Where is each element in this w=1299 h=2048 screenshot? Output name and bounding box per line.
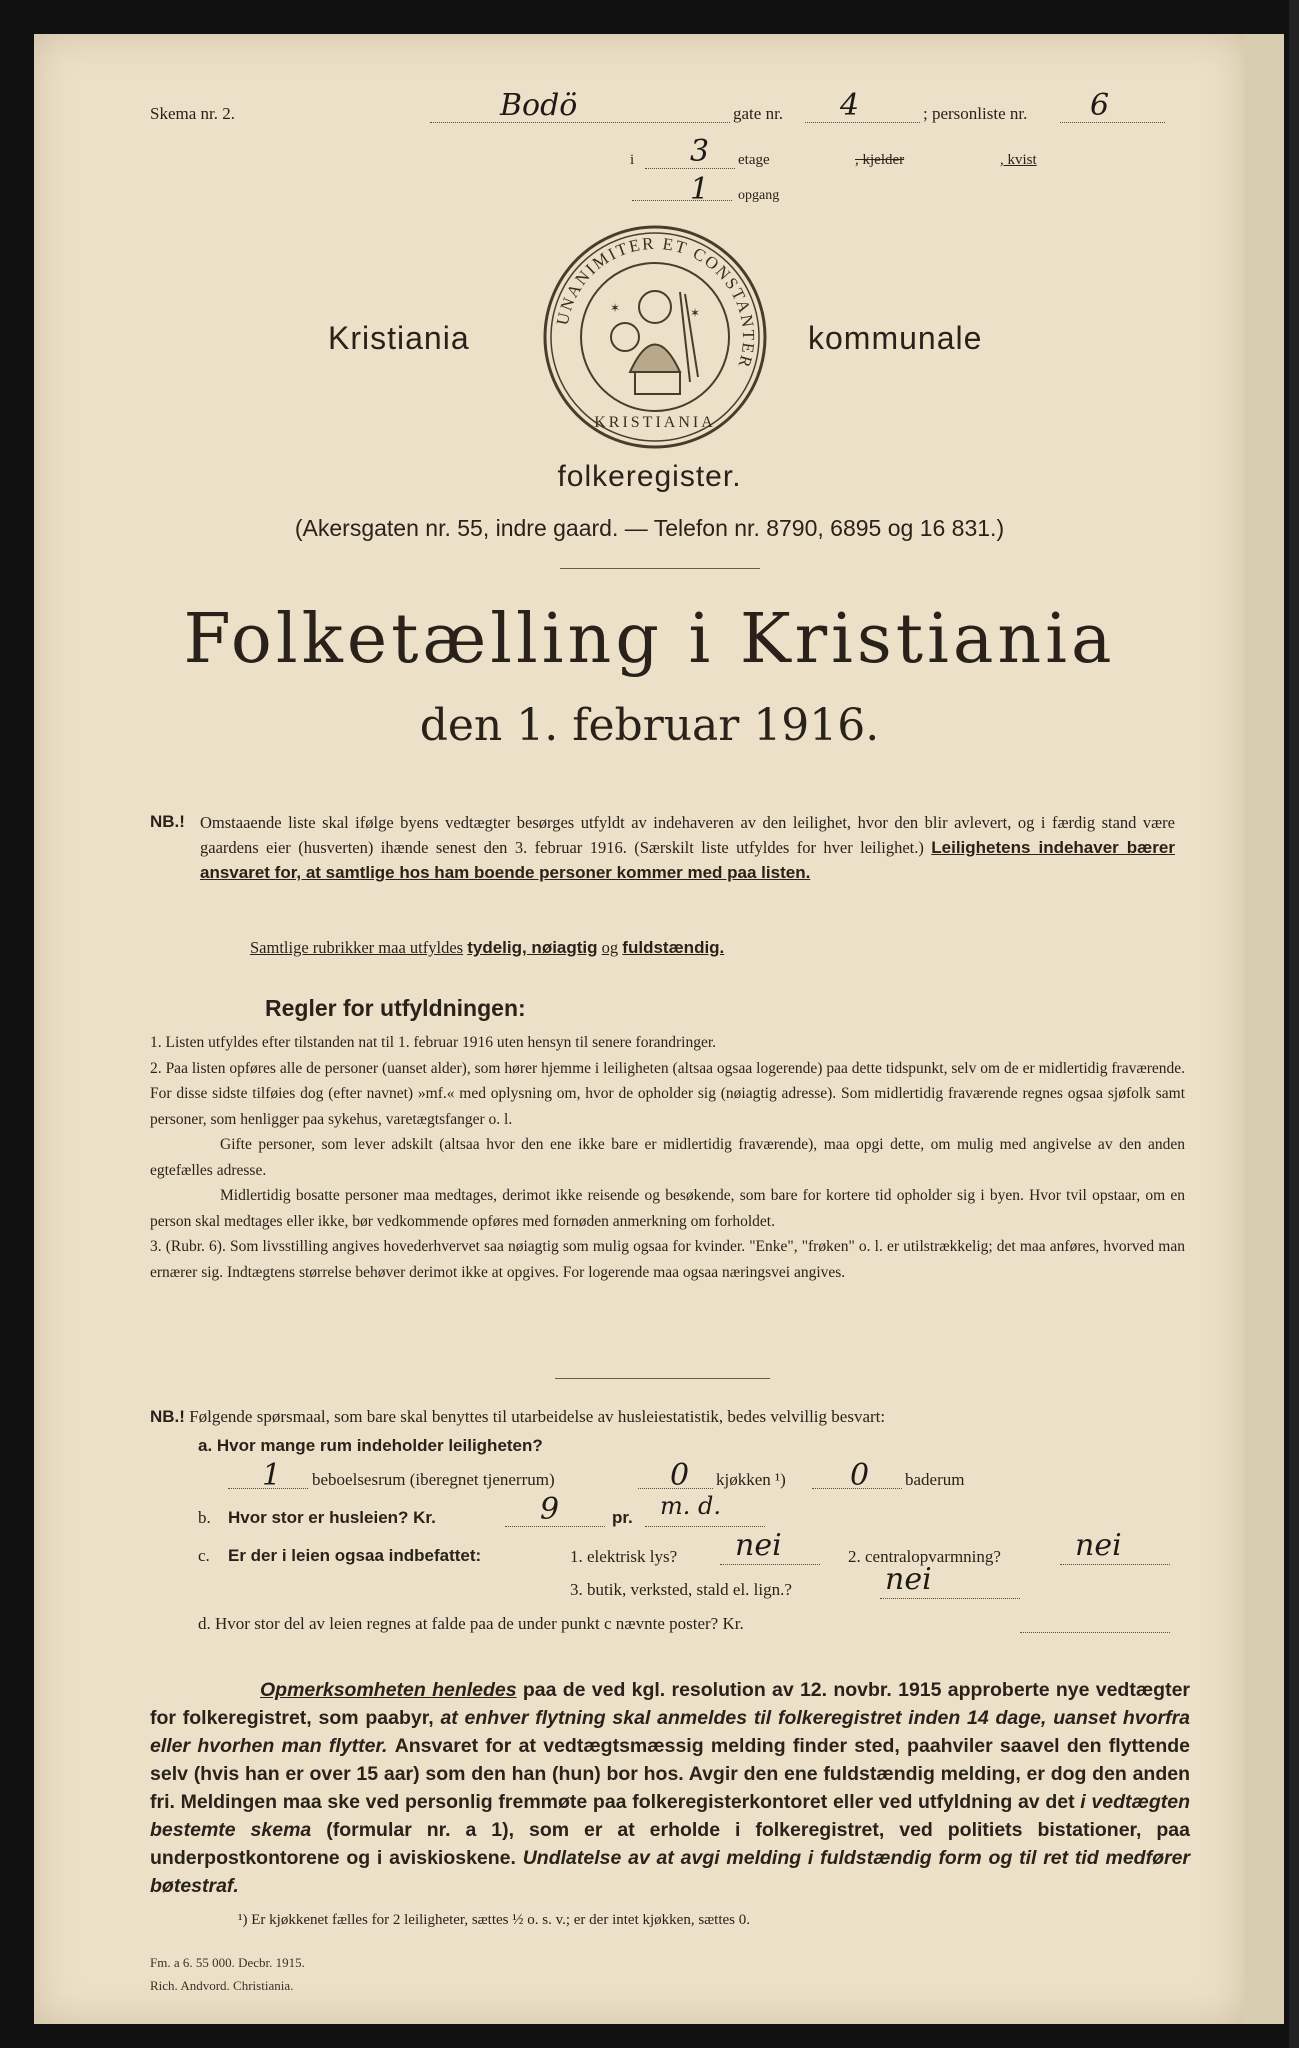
notice-paragraph [150, 1676, 1190, 1900]
rule-2: 2. Paa listen opføres alle de personer (uanset alder), som hører hjemme i leiligheten (altsaa ogsaa logerende) paa dette tidspunkt, selv om de er midlertidig fraværende. For disse sidste tilføies dog (efter navnet) »mf.« med oplysning om, hvor de opholder sig (nøiagtig adresse). Som midlertidig fraværende regnes ogsaa sjøfolk samt personer, som henligger paa sykehus, varetægtsfanger o. l. [150, 1059, 1185, 1128]
personliste-line [1060, 122, 1165, 123]
notice-lead: Opmerksomheten henledes [260, 1679, 517, 1701]
c3-handwriting: nei [885, 1562, 932, 1597]
rent-handwriting: 9 [540, 1492, 560, 1527]
rooms-label: beboelsesrum (iberegnet tjenerrum) [312, 1470, 555, 1489]
question-c: Er der i leien ogsaa indbefattet: [228, 1546, 482, 1565]
nb-text-3b: tydelig, nøiagtig [467, 938, 598, 957]
etage-label: etage [738, 152, 770, 168]
footnote: ¹) Er kjøkkenet fælles for 2 leiligheter, sættes ½ o. s. v.; er der intet kjøkken, sættes 0. [238, 1912, 750, 1928]
c1-handwriting: nei [735, 1528, 782, 1563]
nb-text-2: Leilighetens indehaver bærer ansvaret for, at samtlige hos ham boende personer kommer med paa listen. [200, 838, 1175, 882]
i-label: i [630, 152, 635, 168]
rent-per-label: pr. [612, 1508, 633, 1527]
question-c-label: c. [198, 1546, 210, 1565]
notice-p2: Ansvaret for at vedtægtsmæssig melding finder sted, paahviler saavel den flyttende selv (hvis han er over 15 aar) som den han (hun) bor hos. Avgir den ene fuldstændig melding, er dog den anden fri. Meldingen maa ske ved personlig fremmøte paa folkeregisterkontoret eller ved utfyldning av det [150, 1735, 1191, 1813]
c3-line [880, 1598, 1020, 1599]
rooms-handwriting: 1 [262, 1458, 282, 1493]
svg-text:✶: ✶ [610, 301, 621, 315]
kommunale-word: kommunale [808, 320, 983, 356]
nb-label-1: NB.! [150, 812, 185, 831]
c2-line [1060, 1564, 1170, 1565]
binder-edge [1289, 0, 1299, 2048]
nb2-intro-row [150, 1404, 1180, 1429]
folkeregister-label: folkeregister. [557, 460, 742, 493]
divider [555, 1378, 770, 1379]
question-d: d. Hvor stor del av leien regnes at falde paa de under punkt c nævnte poster? Kr. [198, 1614, 744, 1633]
rules-block [150, 1030, 1185, 1285]
rule-1: 1. Listen utfyldes efter tilstanden nat til 1. februar 1916 uten hensyn til senere forandringer. [150, 1034, 717, 1051]
c2-label: 2. centralopvarmning? [848, 1547, 1001, 1566]
office-address: (Akersgaten nr. 55, indre gaard. — Telefon nr. 8790, 6895 og 16 831.) [294, 515, 1005, 541]
kjelder-label: , kjelder [855, 152, 905, 168]
period-line [645, 1526, 765, 1527]
kristiania-word: Kristiania [328, 320, 470, 356]
nb-text-3a: Samtlige rubrikker maa utfyldes [250, 938, 464, 957]
notice-p3-italic: Undlatelse av at avgi melding i fuldstændig form og til ret tid medfører bøtestraf. [150, 1847, 1190, 1897]
nb2-intro: Følgende spørsmaal, som bare skal benyttes til utarbeidelse av husleiestatistik, bedes velvillig besvart: [189, 1407, 886, 1426]
opgang-handwriting: 1 [690, 172, 710, 207]
street-handwriting: Bodö [500, 88, 578, 123]
notice-p3: (formular nr. a 1), som er at erholde i folkeregistret, ved politiets bistationer, paa underpostkontorene og i aviskioskene. [150, 1819, 1190, 1869]
printer-line-2: Rich. Andvord. Christiania. [150, 1978, 294, 1993]
page-title: Folketælling i Kristiania [183, 600, 1116, 679]
nb-label-2: NB.! [150, 1407, 185, 1426]
gate-line [805, 122, 920, 123]
rule-2b: Gifte personer, som lever adskilt (altsaa hvor den ene ikke bare er midlertidig fraværende), maa opgi dette, om mulig med angivelse av den anden egtefælles adresse. [150, 1136, 1185, 1179]
nb-text-1: Omstaaende liste skal ifølge byens vedtægter besørges utfyldt av indehaveren av den leilighet, hvor den blir avlevert, og i færdig stand være gaardens eier (husverten) ihænde senest den 3. februar 1916. (Særskilt liste utfyldes for hver leilighet.) [200, 813, 1175, 857]
rules-heading: Regler for utfyldningen: [265, 995, 526, 1021]
seal-bottom-text: KRISTIANIA [594, 414, 716, 431]
page-subtitle: den 1. februar 1916. [419, 700, 880, 751]
kitchen-label: kjøkken ¹) [716, 1470, 786, 1489]
d-line [1020, 1632, 1170, 1633]
page-edge [1244, 34, 1284, 2024]
kvist-label: , kvist [1000, 152, 1037, 168]
opgang-label: opgang [738, 188, 780, 203]
rule-2c: Midlertidig bosatte personer maa medtages, derimot ikke reisende og besøkende, som bare for kortere tid opholder sig i byen. Hvor tvil opstaar, om en person skal medtages eller ikke, bør vedkommende opføres med fornøden anmerkning om forholdet. [150, 1187, 1185, 1230]
nb-text-3d: fuldstændig. [622, 938, 725, 957]
nb-text-3c: og [601, 938, 619, 957]
skema-label: Skema nr. 2. [150, 104, 235, 123]
nb-paragraph-1 [200, 810, 1175, 885]
rule-3: 3. (Rubr. 6). Som livsstilling angives hovederhvervet saa nøiagtig som mulig ogsaa for kvinder. "Enke", "frøken" o. l. er utilstrækkelig; det maa anføres, hvorved man ernærer sig. Indtægtens størrelse behøver derimot ikke at opgives. For logerende maa ogsaa næringsvei angives. [150, 1238, 1185, 1281]
divider [560, 568, 760, 569]
printer-line-1: Fm. a 6. 55 000. Decbr. 1915. [150, 1955, 305, 1970]
c2-handwriting: nei [1075, 1528, 1122, 1563]
question-b-label: b. [198, 1508, 211, 1527]
nb-paragraph-2 [250, 935, 1150, 960]
question-a: a. Hvor mange rum indeholder leiligheten? [198, 1436, 543, 1455]
notice-p1: paa de ved kgl. resolution av 12. novbr. 1915 approberte nye vedtægter for folkeregistret, som paabyr, [150, 1679, 1191, 1729]
notice-p1-italic: at enhver flytning skal anmeldes til folkeregistret inden 14 dage, uanset hvorfra eller hvorhen man flytter. [150, 1707, 1191, 1757]
personliste-label: ; personliste nr. [923, 104, 1028, 123]
seal-ring-text: UNANIMITER ET CONSTANTER [552, 233, 759, 372]
notice-p2-italic: i vedtægten bestemte skema [150, 1791, 1190, 1841]
c1-label: 1. elektrisk lys? [570, 1547, 678, 1566]
period-handwriting: m. d. [660, 1492, 722, 1520]
city-seal-emblem [540, 222, 770, 452]
opgang-line [632, 200, 732, 201]
gate-handwriting: 4 [840, 88, 860, 123]
gate-label: gate nr. [733, 104, 784, 123]
street-line [430, 122, 730, 123]
kitchen-handwriting: 0 [670, 1458, 690, 1493]
question-b: Hvor stor er husleien? Kr. [228, 1508, 436, 1527]
c3-label: 3. butik, verksted, stald el. lign.? [570, 1580, 792, 1599]
bath-label: baderum [905, 1470, 965, 1489]
etage-handwriting: 3 [690, 134, 710, 169]
bath-handwriting: 0 [850, 1458, 870, 1493]
c1-line [720, 1564, 820, 1565]
personliste-handwriting: 6 [1090, 88, 1110, 123]
svg-text:✶: ✶ [690, 306, 701, 320]
